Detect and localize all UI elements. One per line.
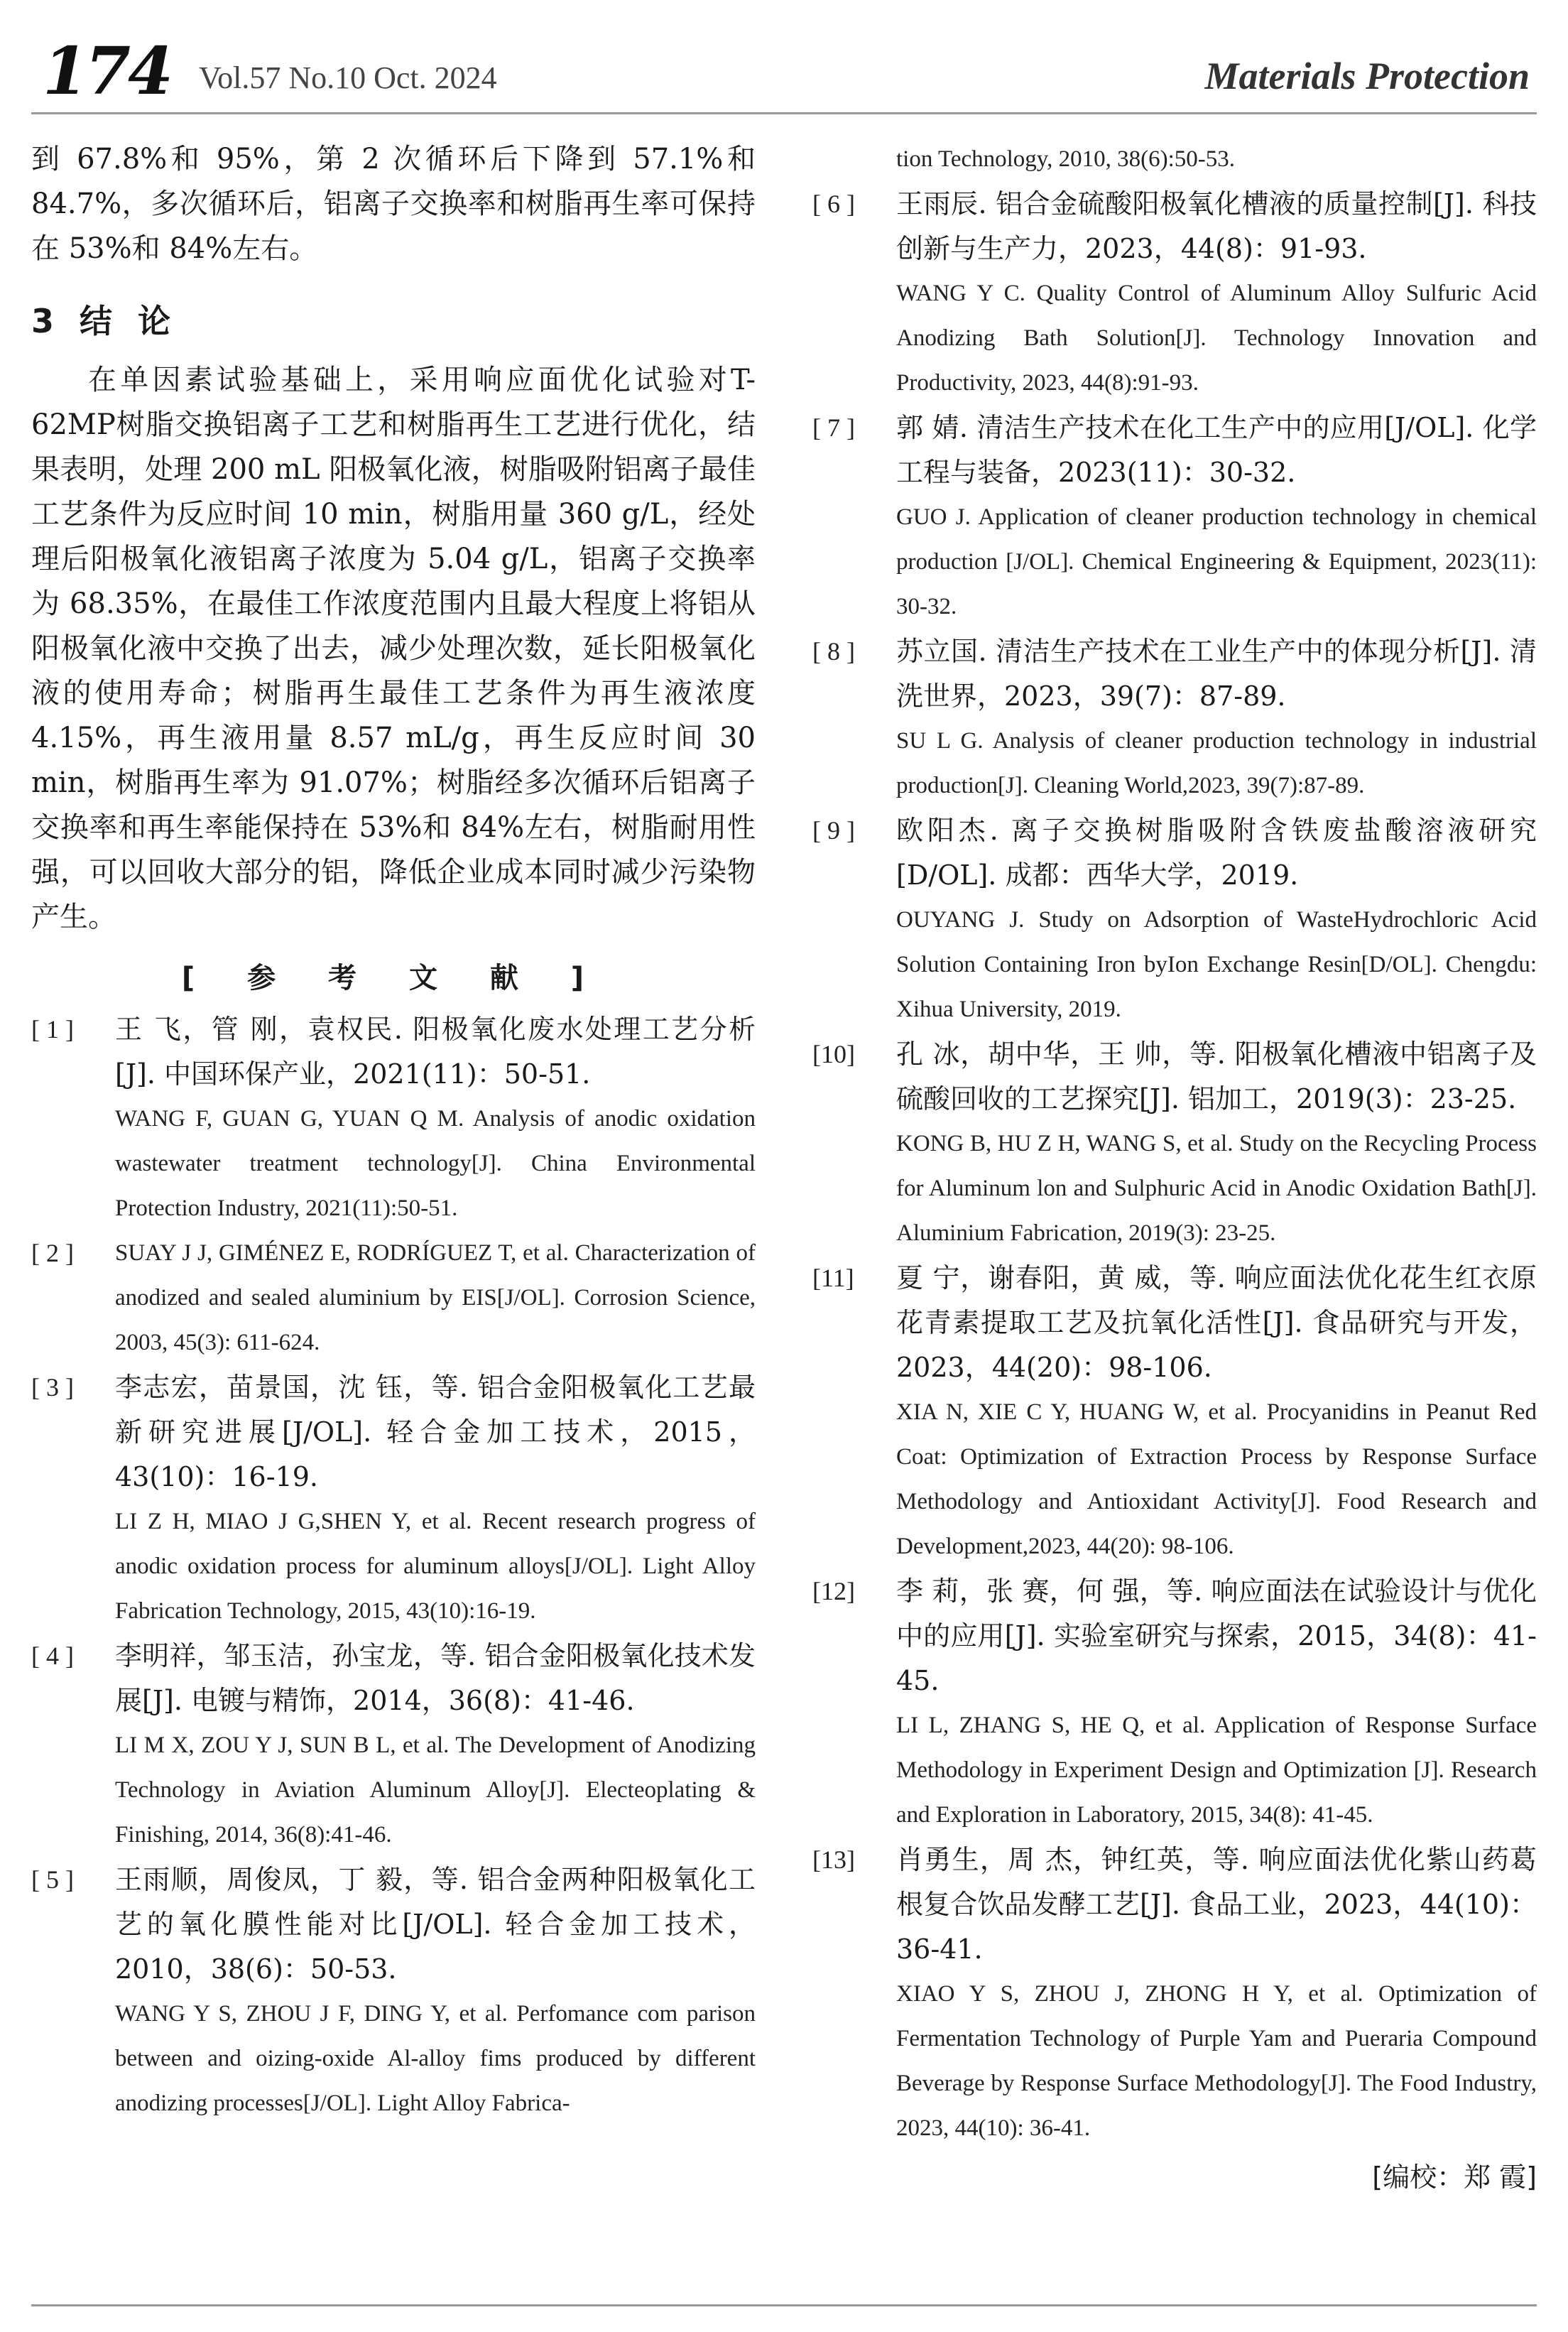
reference-number: [ 7 ]	[812, 413, 855, 442]
reference-cn: 肖勇生，周 杰，钟红英，等. 响应面法优化紫山药葛根复合饮品发酵工艺[J]. 食品工业，2023，44(10)：36-41.	[896, 1844, 1537, 1965]
reference-number: [ 8 ]	[812, 637, 855, 666]
reference-item	[812, 808, 1537, 1032]
reference-en: SUAY J J, GIMÉNEZ E, RODRÍGUEZ T, et al. Characterization of anodized and sealed aluminium by EIS[J/OL]. Corrosion Science, 2003, 45(3): 611-624.	[115, 1240, 756, 1355]
reference-number: [12]	[812, 1577, 855, 1605]
reference-item	[31, 1858, 756, 2126]
reference-number: [ 3 ]	[31, 1373, 74, 1401]
reference-cn: 李 莉，张 赛，何 强，等. 响应面法在试验设计与优化中的应用[J]. 实验室研究与探索，2015，34(8)：41-45.	[896, 1576, 1537, 1696]
reference-item	[812, 1838, 1537, 2151]
reference-en: LI M X, ZOU Y J, SUN B L, et al. The Development of Anodizing Technology in Aviation Aluminum Alloy[J]. Electeoplating & Finishing, 2014, 36(8):41-46.	[115, 1732, 756, 1848]
reference-item	[31, 1007, 756, 1231]
reference-item	[31, 1634, 756, 1858]
reference-en: WANG Y S, ZHOU J F, DING Y, et al. Perfomance com parison between and oizing-oxide Al-alloy fims produced by different anodizing processes[J/OL]. Light Alloy Fabrica-	[115, 2001, 756, 2116]
reference-cn: 苏立国. 清洁生产技术在工业生产中的体现分析[J]. 清洗世界，2023，39(7)：87-89.	[896, 636, 1537, 712]
reference-en: WANG F, GUAN G, YUAN Q M. Analysis of anodic oxidation wastewater treatment technology[J]. China Environmental Protection Industry, 2021(11):50-51.	[115, 1106, 756, 1221]
reference-item	[812, 182, 1537, 406]
page-number: 174	[43, 33, 171, 109]
reference-cn: 王雨辰. 铝合金硫酸阳极氧化槽液的质量控制[J]. 科技创新与生产力，2023，44(8)：91-93.	[896, 188, 1537, 264]
reference-item	[31, 1365, 756, 1634]
reference-number: [ 1 ]	[31, 1015, 74, 1043]
reference-en: WANG Y C. Quality Control of Aluminum Alloy Sulfuric Acid Anodizing Bath Solution[J]. Technology Innovation and Productivity, 2023, 44(8):91-93.	[896, 281, 1537, 396]
reference-number: [ 4 ]	[31, 1642, 74, 1670]
reference-cn: 夏 宁，谢春阳，黄 威，等. 响应面法优化花生红衣原花青素提取工艺及抗氧化活性[J]. 食品研究与开发，2023，44(20)：98-106.	[896, 1262, 1537, 1383]
reference-en: GUO J. Application of cleaner production technology in chemical production [J/OL]. Chemical Engineering & Equipment, 2023(11): 30-32.	[896, 504, 1537, 619]
reference-cn: 孔 冰，胡中华，王 帅，等. 阳极氧化槽液中铝离子及硫酸回收的工艺探究[J]. 铝加工，2019(3)：23-25.	[896, 1038, 1537, 1115]
footer-rule	[31, 2304, 1537, 2306]
reference-item	[812, 1032, 1537, 1256]
reference-item	[812, 629, 1537, 808]
references-title: [ 参 考 文 献 ]	[181, 962, 606, 994]
section-heading: 3 结 论	[31, 302, 178, 340]
reference-number: [13]	[812, 1845, 855, 1874]
reference-cn: 郭 婧. 清洁生产技术在化工生产中的应用[J/OL]. 化学工程与装备，2023(11)：30-32.	[896, 412, 1537, 488]
reference-number: [11]	[812, 1264, 854, 1292]
reference-cn: 王 飞，管 刚，袁权民. 阳极氧化废水处理工艺分析[J]. 中国环保产业，2021(11)：50-51.	[115, 1014, 756, 1090]
reference-en: OUYANG J. Study on Adsorption of WasteHydrochloric Acid Solution Containing Iron byIon Exchange Resin[D/OL]. Chengdu: Xihua University, 2019.	[896, 907, 1537, 1022]
reference-number: [ 6 ]	[812, 190, 855, 218]
reference-item	[812, 1569, 1537, 1838]
left-column	[31, 137, 756, 2126]
reference-cn: 李明祥，邹玉洁，孙宝龙，等. 铝合金阳极氧化技术发展[J]. 电镀与精饰，2014，36(8)：41-46.	[115, 1640, 756, 1716]
reference-cn: 李志宏，苗景国，沈 钰，等. 铝合金阳极氧化工艺最新研究进展[J/OL]. 轻合金加工技术，2015，43(10)：16-19.	[115, 1372, 756, 1492]
editor-note: [编校：郑 霞]	[1372, 2162, 1537, 2193]
reference-number: [ 9 ]	[812, 816, 855, 845]
reference-en: SU L G. Analysis of cleaner production technology in industrial production[J]. Cleaning World,2023, 39(7):87-89.	[896, 728, 1537, 798]
reference-en: LI L, ZHANG S, HE Q, et al. Application of Response Surface Methodology in Experiment Design and Optimization [J]. Research and Exploration in Laboratory, 2015, 34(8): 41-45.	[896, 1713, 1537, 1828]
reference-number: [ 2 ]	[31, 1239, 74, 1267]
reference-continuation: tion Technology, 2010, 38(6):50-53.	[896, 146, 1236, 172]
reference-cn: 欧阳杰. 离子交换树脂吸附含铁废盐酸溶液研究[D/OL]. 成都：西华大学，2019.	[896, 815, 1537, 891]
reference-item	[812, 1256, 1537, 1569]
reference-en: LI Z H, MIAO J G,SHEN Y, et al. Recent research progress of anodic oxidation process for aluminum alloys[J/OL]. Light Alloy Fabrication Technology, 2015, 43(10):16-19.	[115, 1509, 756, 1624]
reference-en: KONG B, HU Z H, WANG S, et al. Study on the Recycling Process for Aluminum lon and Sulphuric Acid in Anodic Oxidation Bath[J]. Aluminium Fabrication, 2019(3): 23-25.	[896, 1131, 1537, 1246]
issue-info: Vol.57 No.10 Oct. 2024	[199, 60, 497, 95]
reference-en: XIA N, XIE C Y, HUANG W, et al. Procyanidins in Peanut Red Coat: Optimization of Extraction Process by Response Surface Methodology and Antioxidant Activity[J]. Food Research and Development,2023, 44(20): 98-106.	[896, 1399, 1537, 1559]
journal-title: Materials Protection	[1204, 55, 1530, 97]
reference-number: [10]	[812, 1040, 855, 1068]
reference-item	[31, 1231, 756, 1365]
page-header	[31, 28, 1537, 114]
continued-paragraph: 到 67.8%和 95%，第 2 次循环后下降到 57.1%和84.7%，多次循环后，铝离子交换率和树脂再生率可保持在 53%和 84%左右。	[31, 143, 756, 265]
reference-en: XIAO Y S, ZHOU J, ZHONG H Y, et al. Optimization of Fermentation Technology of Purple Yam and Pueraria Compound Beverage by Response Surface Methodology[J]. The Food Industry, 2023, 44(10): 36-41.	[896, 1981, 1537, 2141]
right-column	[812, 137, 1537, 2200]
conclusion-paragraph: 在单因素试验基础上，采用响应面优化试验对T-62MP树脂交换铝离子工艺和树脂再生工艺进行优化，结果表明，处理 200 mL 阳极氧化液，树脂吸附铝离子最佳工艺条件为反应时间 10 min，树脂用量 360 g/L，经处理后阳极氧化液铝离子浓度为 5.04 g/L，铝离子交换率为 68.35%，在最佳工作浓度范围内且最大程度上将铝从阳极氧化液中交换了出去，减少处理次数，延长阳极氧化液的使用寿命；树脂再生最佳工艺条件为再生液浓度 4.15%，再生液用量 8.57 mL/g，再生反应时间 30 min，树脂再生率为 91.07%；树脂经多次循环后铝离子交换率和再生率能保持在 53%和 84%左右，树脂耐用性强，可以回收大部分的铝，降低企业成本同时减少污染物产生。	[31, 364, 756, 933]
header-rule	[31, 112, 1537, 114]
reference-number: [ 5 ]	[31, 1865, 74, 1894]
reference-item	[812, 406, 1537, 629]
reference-cn: 王雨顺，周俊凤，丁 毅，等. 铝合金两种阳极氧化工艺的氧化膜性能对比[J/OL]. 轻合金加工技术，2010，38(6)：50-53.	[115, 1864, 756, 1985]
